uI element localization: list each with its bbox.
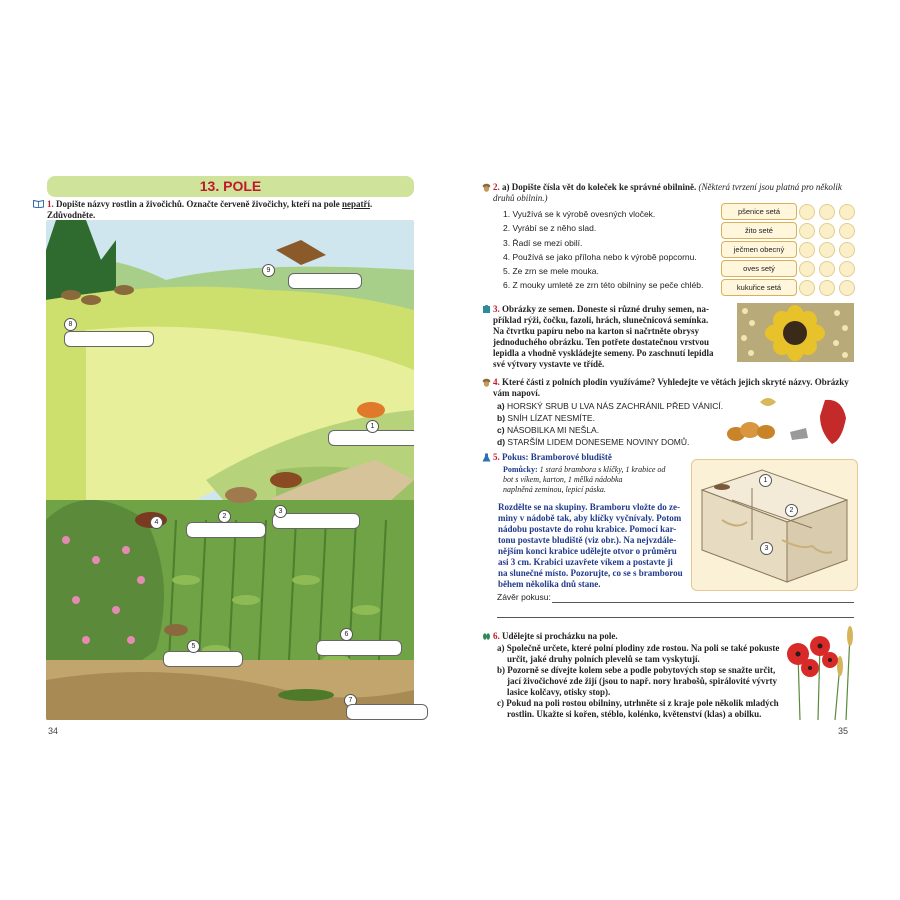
tools-line: naplněná zeminou, lepicí páska. — [503, 485, 606, 494]
task-number: 4. — [493, 377, 500, 387]
page-title: 13. POLE — [47, 176, 414, 197]
puzzle-icon — [482, 305, 491, 314]
task-intro: Které části z polních plodin využíváme? Vyhledejte ve větách jejich skryté názvy. Obrázky — [502, 377, 849, 387]
grain-label: ječmen obecný — [721, 241, 797, 258]
list-item — [497, 698, 797, 720]
label-number-8: 8 — [64, 318, 77, 331]
instruction-line: asi 3 cm. Krabici uzavřete víkem a postavte ji — [498, 557, 673, 567]
acorn-icon — [482, 183, 491, 192]
list-item: 6. Z mouky umleté ze zrn této obilniny se peče chléb. — [503, 280, 704, 291]
task-number: 5. — [493, 452, 500, 462]
tools-block — [503, 465, 688, 495]
task-line: své výtvory vystavte ve třídě. — [493, 359, 605, 369]
label-number-4: 4 — [150, 516, 163, 529]
answer-field-2[interactable] — [186, 522, 266, 538]
answer-circle[interactable] — [819, 242, 835, 258]
instruction-line: tonu postavte bludiště (viz obr.). Na nejvzdále- — [498, 535, 677, 545]
task-intro: a) Dopište čísla vět do koleček ke správné obilnině. — [502, 182, 699, 192]
list-item: 3. Řadí se mezi obilí. — [503, 237, 583, 248]
item-letter: b) — [497, 413, 506, 423]
figure-number-2: 2 — [785, 504, 798, 517]
task-intro: Udělejte si procházku na pole. — [502, 631, 618, 641]
task-intro-cont: vám napoví. — [493, 388, 541, 398]
book-icon — [33, 199, 44, 208]
task-text-underlined: nepatří — [342, 199, 371, 209]
figure-number-3: 3 — [760, 542, 773, 555]
answer-circle[interactable] — [839, 223, 855, 239]
flask-icon — [482, 453, 491, 462]
answer-circle[interactable] — [819, 223, 835, 239]
list-item: 4. Používá se jako příloha nebo k výrobě popcornu. — [503, 251, 697, 262]
list-item — [497, 424, 727, 436]
task-6-items — [497, 643, 797, 720]
task-text: Dopište názvy rostlin a živočichů. Označte červeně živočichy, kteří na pole — [56, 199, 343, 209]
item-letter: c) — [497, 425, 505, 435]
conclusion-line[interactable] — [552, 602, 854, 603]
label-number-7: 7 — [344, 694, 357, 707]
instruction-line: miny v nádobě tak, aby klíčky vyčnívaly. Potom — [498, 513, 682, 523]
tools-label: Pomůcky: — [503, 465, 538, 474]
instruction-line: na slunečné místo. Pozorujte, co se s bramborou — [498, 568, 683, 578]
task-line: příklad rýži, čočku, fazoli, hrách, slunečnicová semínka. — [493, 315, 709, 325]
tools-line: bot s víkem, karton, 1 mělká nádobka — [503, 475, 623, 484]
grain-label: žito seté — [721, 222, 797, 239]
grain-label: oves setý — [721, 260, 797, 277]
task-text-end: . Zdůvodněte. — [47, 199, 373, 220]
seed-picture — [737, 303, 854, 362]
task-number: 1. — [47, 199, 54, 209]
item-line: Společně určete, které polní plodiny zde rostou. Na poli se také pokuste — [506, 643, 780, 653]
item-line: lasice kolčavy, otisky stop). — [507, 687, 611, 697]
answer-circle[interactable] — [839, 280, 855, 296]
task-line: jednoduchého obrázku. Ten potřete dostatečnou vrstvou — [493, 337, 710, 347]
figure-number-1: 1 — [759, 474, 772, 487]
item-letter: b) — [497, 665, 506, 675]
maze-drawing — [692, 460, 857, 590]
task-line: lepidla a vhodně vyskládejte semeny. Po zaschnutí lepidla — [493, 348, 714, 358]
hidden-words-list — [497, 400, 727, 448]
item-line: rostlin. Ukažte si kořen, stéblo, kolénko, květenství (klas) a obilku. — [507, 709, 762, 719]
answer-circle[interactable] — [839, 261, 855, 277]
answer-circle[interactable] — [819, 261, 835, 277]
item-line: určit, jaké druhy polních plevelů se tam vyskytují. — [507, 654, 700, 664]
task-2 — [493, 182, 863, 204]
instruction-line: Rozdělte se na skupiny. Bramboru vložte do ze- — [498, 502, 680, 512]
answer-field-8[interactable] — [64, 331, 154, 347]
answer-field-7[interactable] — [346, 704, 428, 720]
answer-circle[interactable] — [799, 223, 815, 239]
item-line: Pozorně se dívejte kolem sebe a podle pobytových stop se snažte určit, — [507, 665, 776, 675]
answer-circle[interactable] — [819, 280, 835, 296]
item-letter: a) — [497, 643, 505, 653]
task-line: Obrázky ze semen. Doneste si různé druhy semen, na- — [502, 304, 709, 314]
item-text: HORSKÝ SRUB U LVA NÁS ZACHRÁNIL PŘED VÁNICÍ. — [506, 401, 724, 411]
list-item: 5. Ze zrn se mele mouka. — [503, 266, 599, 277]
item-letter: c) — [497, 698, 504, 708]
item-letter: a) — [497, 401, 505, 411]
item-line: Pokud na poli rostou obilniny, utrhněte si z kraje pole několik mladých — [506, 698, 779, 708]
instruction-line: nějším konci krabice udělejte otvor o průměru — [498, 546, 677, 556]
item-text: NÁSOBILKA MI NEŠLA. — [506, 425, 600, 435]
label-number-6: 6 — [340, 628, 353, 641]
list-item — [497, 643, 797, 665]
answer-circle[interactable] — [819, 204, 835, 220]
conclusion-line-2[interactable] — [497, 617, 854, 618]
feet-icon — [482, 632, 491, 641]
grain-label: kukuřice setá — [721, 279, 797, 296]
answer-field-9[interactable] — [288, 273, 362, 289]
task-number: 6. — [493, 631, 500, 641]
instruction-line: nádobu postavte do rohu krabice. Pomocí kar- — [498, 524, 677, 534]
answer-circle[interactable] — [799, 280, 815, 296]
experiment-instructions — [498, 502, 688, 590]
item-line: jací živočichové zde žijí (jsou to např. nory hrabošů, spirálovité vývrty — [507, 676, 777, 686]
answer-circle[interactable] — [839, 242, 855, 258]
list-item — [497, 665, 797, 698]
instruction-line: během několika dnů stane. — [498, 579, 601, 589]
field-illustration — [46, 220, 414, 720]
list-item — [497, 400, 727, 412]
list-item: 2. Vyrábí se z něho slad. — [503, 223, 597, 234]
task-6 — [493, 631, 793, 642]
page-number-left: 34 — [48, 726, 59, 736]
list-item — [497, 436, 727, 448]
item-letter: d) — [497, 437, 506, 447]
answer-circle[interactable] — [799, 204, 815, 220]
list-item: 1. Využívá se k výrobě ovesných vloček. — [503, 209, 656, 219]
answer-circle[interactable] — [799, 242, 815, 258]
label-number-1: 1 — [366, 420, 379, 433]
task-number: 2. — [493, 182, 500, 192]
experiment-title: Pokus: Bramborové bludiště — [502, 452, 612, 462]
answer-field-6[interactable] — [316, 640, 402, 656]
task-number: 3. — [493, 304, 500, 314]
task-3 — [493, 304, 728, 370]
acorn-icon — [482, 378, 491, 387]
list-item — [497, 412, 727, 424]
tools-line: 1 stará brambora s klíčky, 1 krabice od — [539, 465, 666, 474]
answer-circle[interactable] — [839, 204, 855, 220]
item-text: SNÍH LÍZAT NESMÍTE. — [507, 413, 595, 423]
conclusion-label: Závěr pokusu: — [497, 592, 551, 602]
page-number-right: 35 — [838, 726, 849, 736]
poppy-wheat-picture — [780, 624, 858, 720]
answer-field-5[interactable] — [163, 651, 243, 667]
statements-list — [503, 207, 718, 293]
task-line: Na čtvrtku papíru nebo na karton si načrtněte obrysy — [493, 326, 700, 336]
label-number-2: 2 — [218, 510, 231, 523]
crop-pictures — [720, 392, 860, 448]
grain-label: pšenice setá — [721, 203, 797, 220]
label-number-9: 9 — [262, 264, 275, 277]
task-5-title — [493, 452, 612, 463]
answer-circle[interactable] — [799, 261, 815, 277]
maze-figure — [691, 459, 858, 591]
label-number-3: 3 — [274, 505, 287, 518]
task-note: (Některá tvrzení jsou platná pro několik druhů obilnin.) — [493, 182, 842, 203]
item-text: STARŠÍM LIDEM DONESEME NOVINY DOMŮ. — [507, 437, 690, 447]
label-number-5: 5 — [187, 640, 200, 653]
